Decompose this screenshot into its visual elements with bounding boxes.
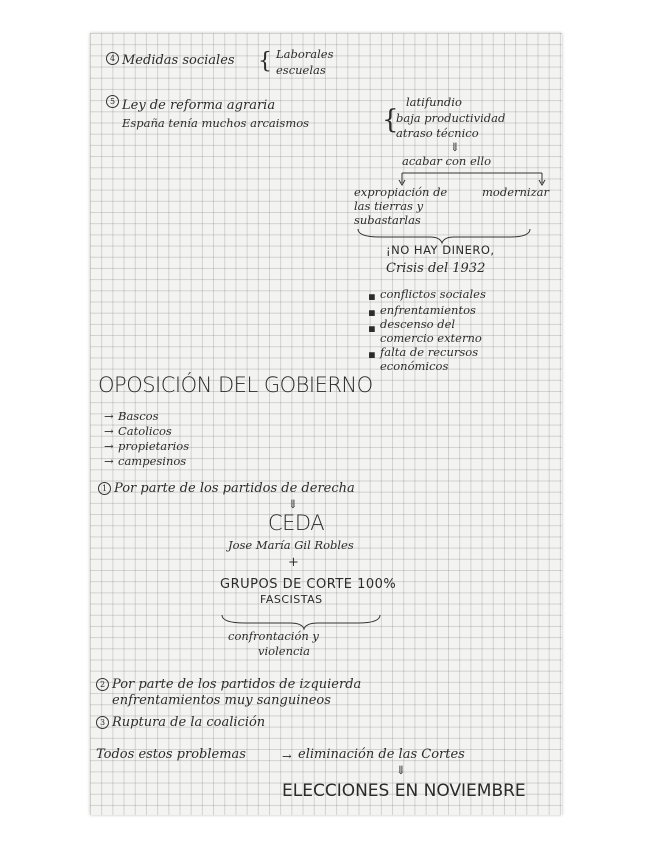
groups-line-2: FASCISTAS (260, 593, 323, 606)
section-5-number: 5 (106, 95, 119, 108)
branch-left: subastarlas (354, 213, 421, 227)
cause-item: atraso técnico (396, 126, 479, 140)
effect-item: enfrentamientos (380, 303, 476, 317)
point-1-number: 1 (98, 482, 111, 495)
arrow-right-icon: → (104, 439, 114, 453)
effect-bullet: ▪ (368, 321, 376, 335)
plus-sign: + (288, 555, 299, 570)
result-text: confrontación y (228, 629, 319, 643)
opposition-group: campesinos (118, 454, 187, 468)
arrow-right-icon: → (282, 749, 292, 763)
effect-bullet: ▪ (368, 305, 376, 319)
ceda-text: CEDA (268, 511, 325, 535)
section-4-item: Laborales (276, 47, 334, 61)
branch-left: las tierras y (354, 199, 424, 213)
arrow-right-icon: → (104, 454, 114, 468)
no-money-text: ¡NO HAY DINERO, (386, 243, 495, 257)
point-1-text: Por parte de los partidos de derecha (114, 481, 355, 496)
section-4-title: Medidas sociales (122, 53, 235, 68)
section-4-item: escuelas (276, 63, 326, 77)
double-arrow-down-icon: ⇓ (288, 497, 298, 511)
effect-item: económicos (380, 359, 449, 373)
groups-line-1: GRUPOS DE CORTE 100% (220, 577, 397, 592)
point-3-number: 3 (96, 716, 109, 729)
crisis-text: Crisis del 1932 (386, 261, 486, 276)
section-5-title: Ley de reforma agraria (122, 98, 276, 113)
goal-text: acabar con ello (402, 154, 492, 168)
cause-item: latifundio (406, 95, 462, 109)
leader-text: Jose María Gil Robles (228, 538, 354, 552)
double-arrow-down-icon: ⇓ (450, 140, 460, 154)
opposition-group: Catolicos (118, 424, 172, 438)
cause-item: baja productividad (396, 111, 506, 125)
arrow-right-icon: → (104, 424, 114, 438)
branch-left: expropiación de (354, 185, 448, 199)
brace-icon: { (382, 105, 399, 135)
point-2-text: Por parte de los partidos de izquierda (112, 677, 362, 692)
effect-item: comercio externo (380, 331, 482, 345)
opposition-group: Bascos (118, 409, 159, 423)
double-arrow-down-icon: ⇓ (396, 763, 406, 777)
opposition-heading: OPOSICIÓN DEL GOBIERNO (98, 373, 373, 397)
notebook-page (90, 33, 562, 815)
effect-bullet: ▪ (368, 289, 376, 303)
point-2-text: enfrentamientos muy sanguineos (112, 693, 331, 708)
effect-item: conflictos sociales (380, 287, 486, 301)
brace-icon: { (258, 49, 272, 74)
effect-item: falta de recursos (380, 345, 479, 359)
arrow-right-icon: → (104, 409, 114, 423)
section-5-subtitle: España tenía muchos arcaismos (122, 116, 310, 130)
effect-item: descenso del (380, 317, 456, 331)
branch-right: modernizar (482, 185, 549, 199)
section-4-number: 4 (106, 52, 119, 65)
effect-bullet: ▪ (368, 347, 376, 361)
conclusion-left: Todos estos problemas (96, 747, 246, 762)
result-text: violencia (258, 644, 310, 658)
point-3-text: Ruptura de la coalición (112, 715, 266, 730)
point-2-number: 2 (96, 678, 109, 691)
opposition-group: propietarios (118, 439, 190, 453)
conclusion-right: eliminación de las Cortes (298, 747, 465, 762)
final-text: ELECCIONES EN NOVIEMBRE (282, 781, 526, 801)
